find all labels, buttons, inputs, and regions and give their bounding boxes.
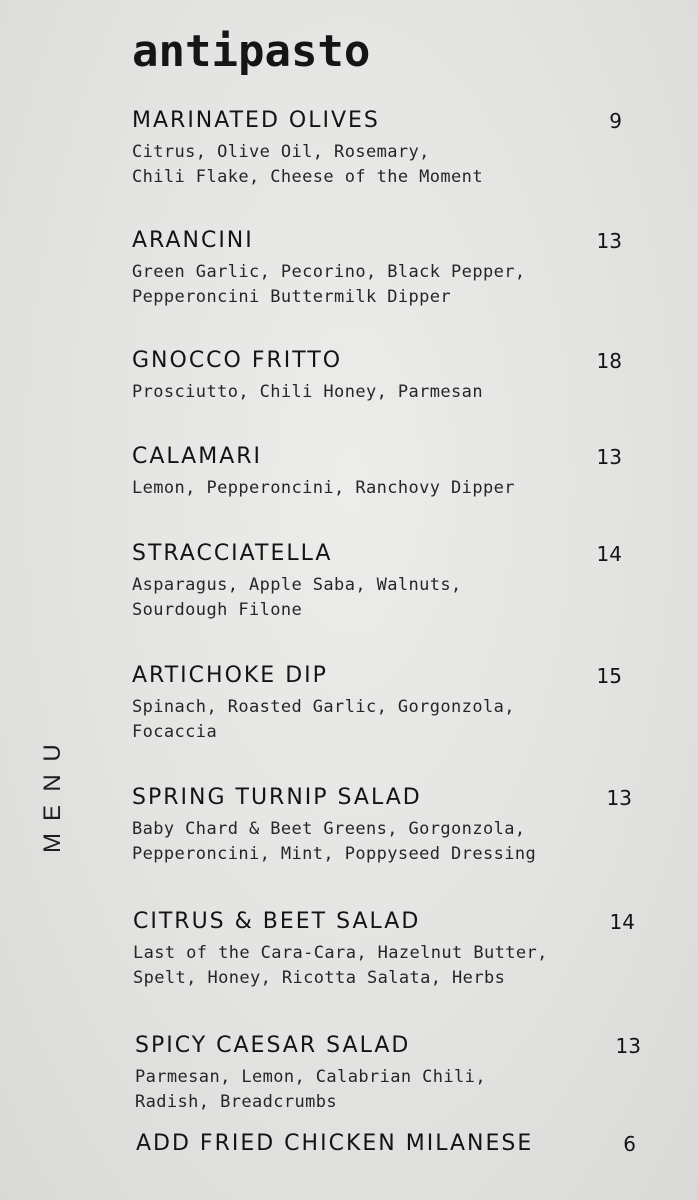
description-line: Pepperoncini, Mint, Poppyseed Dressing [132, 844, 537, 864]
item-name: STRACCIATELLA [132, 541, 333, 566]
description-line: Pepperoncini Buttermilk Dipper [132, 287, 452, 307]
description-line: Baby Chard & Beet Greens, Gorgonzola, [132, 819, 526, 839]
section-title: antipasto [132, 26, 371, 77]
menu-item [133, 909, 643, 991]
item-name: ADD FRIED CHICKEN MILANESE [136, 1131, 534, 1156]
menu-item [132, 348, 642, 405]
description-line: Lemon, Pepperoncini, Ranchovy Dipper [132, 478, 515, 498]
menu-item [132, 108, 642, 190]
item-description [132, 695, 642, 745]
item-description [132, 476, 642, 501]
item-price: 13 [596, 229, 622, 253]
item-description [132, 260, 642, 310]
item-description [132, 140, 642, 190]
description-line: Citrus, Olive Oil, Rosemary, [132, 142, 430, 162]
description-line: Spelt, Honey, Ricotta Salata, Herbs [133, 968, 506, 988]
item-name: CALAMARI [132, 444, 263, 469]
item-price: 13 [615, 1034, 641, 1058]
menu-item [135, 1033, 645, 1115]
item-name: ARTICHOKE DIP [132, 663, 328, 688]
description-line: Spinach, Roasted Garlic, Gorgonzola, [132, 697, 515, 717]
description-line: Parmesan, Lemon, Calabrian Chili, [135, 1067, 486, 1087]
description-line: Green Garlic, Pecorino, Black Pepper, [132, 262, 526, 282]
side-label-letter: M [39, 833, 66, 853]
item-name: SPRING TURNIP SALAD [132, 785, 422, 810]
description-line: Last of the Cara-Cara, Hazelnut Butter, [133, 943, 548, 963]
menu-item-addon [136, 1131, 638, 1157]
item-name: SPICY CAESAR SALAD [135, 1033, 411, 1058]
item-price: 15 [596, 664, 622, 688]
item-description [133, 941, 643, 991]
item-price: 18 [596, 349, 622, 373]
item-name: MARINATED OLIVES [132, 108, 380, 133]
description-line: Radish, Breadcrumbs [135, 1092, 338, 1112]
description-line: Asparagus, Apple Saba, Walnuts, [132, 575, 462, 595]
menu-item [132, 541, 642, 623]
side-label-letter: N [39, 774, 66, 792]
description-line: Chili Flake, Cheese of the Moment [132, 167, 483, 187]
menu-item [132, 228, 642, 310]
side-label-letter: E [39, 805, 66, 822]
item-price: 9 [609, 109, 622, 133]
item-name: ARANCINI [132, 228, 254, 253]
item-description [132, 380, 642, 405]
item-description [132, 817, 642, 867]
menu-item [132, 663, 642, 745]
item-price: 6 [623, 1132, 636, 1156]
menu-item [132, 444, 642, 501]
side-menu-label [38, 738, 68, 858]
description-line: Prosciutto, Chili Honey, Parmesan [132, 382, 483, 402]
item-price: 14 [609, 910, 635, 934]
side-label-letter: U [39, 744, 66, 762]
item-name: CITRUS & BEET SALAD [133, 909, 421, 934]
item-price: 14 [596, 542, 622, 566]
item-description [135, 1065, 645, 1115]
description-line: Sourdough Filone [132, 600, 303, 620]
item-description [132, 573, 642, 623]
description-line: Focaccia [132, 722, 218, 742]
item-price: 13 [606, 786, 632, 810]
menu-item [132, 785, 642, 867]
item-price: 13 [596, 445, 622, 469]
item-name: GNOCCO FRITTO [132, 348, 343, 373]
